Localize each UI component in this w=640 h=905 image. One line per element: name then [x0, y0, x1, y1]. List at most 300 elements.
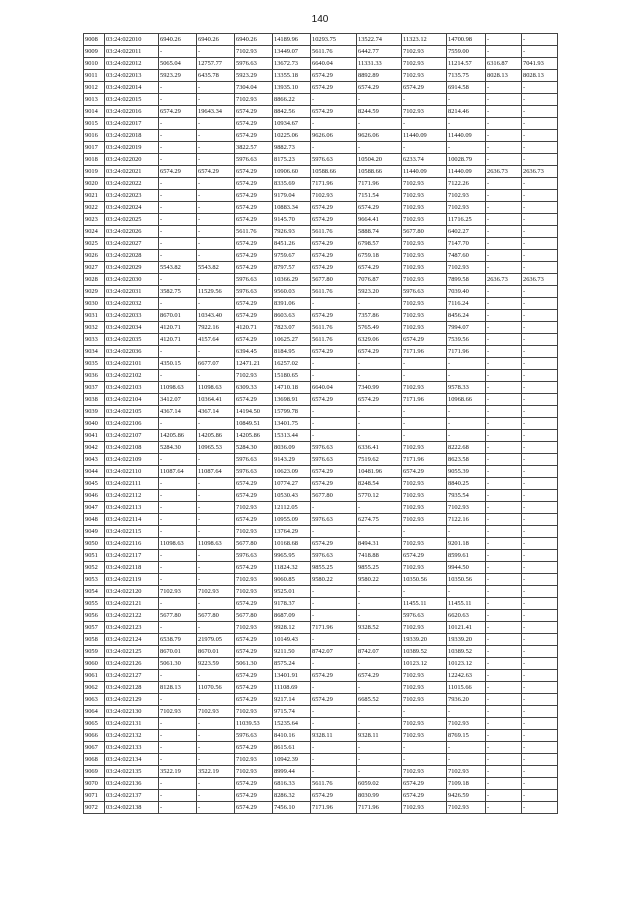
- table-row: [84, 178, 558, 190]
- row-number-cell: 9071: [84, 790, 105, 802]
- value-cell: 9143.29: [273, 454, 311, 466]
- value-cell: 6309.33: [235, 382, 273, 394]
- value-cell: 6574.29: [159, 166, 197, 178]
- value-cell: -: [159, 514, 197, 526]
- value-cell: -: [522, 394, 558, 406]
- value-cell: -: [197, 718, 235, 730]
- code-cell: 03:24:022018: [105, 130, 159, 142]
- value-cell: -: [522, 322, 558, 334]
- code-cell: 03:24:022111: [105, 478, 159, 490]
- value-cell: 7102.93: [402, 490, 447, 502]
- value-cell: 6574.29: [235, 238, 273, 250]
- table-row: [84, 154, 558, 166]
- value-cell: 6574.29: [235, 130, 273, 142]
- code-cell: 03:24:022137: [105, 790, 159, 802]
- row-number-cell: 9020: [84, 178, 105, 190]
- value-cell: 6574.29: [311, 790, 357, 802]
- value-cell: 11098.63: [197, 382, 235, 394]
- value-cell: 6574.29: [235, 490, 273, 502]
- value-cell: 7102.93: [197, 706, 235, 718]
- value-cell: 7102.93: [402, 322, 447, 334]
- value-cell: -: [357, 502, 402, 514]
- value-cell: 7994.07: [447, 322, 486, 334]
- value-cell: 10225.06: [273, 130, 311, 142]
- value-cell: -: [197, 418, 235, 430]
- value-cell: 5976.63: [235, 466, 273, 478]
- value-cell: -: [197, 742, 235, 754]
- code-cell: 03:24:022105: [105, 406, 159, 418]
- value-cell: 8670.01: [159, 646, 197, 658]
- value-cell: -: [197, 370, 235, 382]
- value-cell: 7171.96: [402, 454, 447, 466]
- value-cell: -: [357, 742, 402, 754]
- value-cell: -: [159, 370, 197, 382]
- value-cell: 9580.22: [357, 574, 402, 586]
- value-cell: -: [159, 346, 197, 358]
- value-cell: -: [357, 142, 402, 154]
- value-cell: -: [311, 142, 357, 154]
- value-cell: -: [486, 442, 522, 454]
- value-cell: 10968.66: [447, 394, 486, 406]
- table-row: [84, 130, 558, 142]
- value-cell: -: [522, 550, 558, 562]
- code-cell: 03:24:022130: [105, 706, 159, 718]
- value-cell: -: [522, 694, 558, 706]
- value-cell: 11440.09: [447, 130, 486, 142]
- value-cell: -: [486, 46, 522, 58]
- table-row: [84, 370, 558, 382]
- value-cell: -: [522, 46, 558, 58]
- value-cell: -: [522, 742, 558, 754]
- row-number-cell: 9070: [84, 778, 105, 790]
- value-cell: -: [522, 766, 558, 778]
- value-cell: -: [486, 94, 522, 106]
- value-cell: -: [486, 238, 522, 250]
- value-cell: 5976.63: [235, 730, 273, 742]
- code-cell: 03:24:022114: [105, 514, 159, 526]
- value-cell: 5611.76: [311, 286, 357, 298]
- value-cell: 4157.64: [197, 334, 235, 346]
- value-cell: 14205.86: [159, 430, 197, 442]
- value-cell: 7102.93: [402, 178, 447, 190]
- value-cell: -: [402, 418, 447, 430]
- value-cell: 8451.26: [273, 238, 311, 250]
- table-row: [84, 574, 558, 586]
- value-cell: 9944.50: [447, 562, 486, 574]
- table-row: [84, 46, 558, 58]
- value-cell: -: [522, 430, 558, 442]
- value-cell: -: [159, 130, 197, 142]
- value-cell: 7102.93: [447, 802, 486, 814]
- value-cell: -: [311, 370, 357, 382]
- value-cell: 15799.78: [273, 406, 311, 418]
- value-cell: 10350.56: [402, 574, 447, 586]
- value-cell: 7102.93: [447, 502, 486, 514]
- value-cell: -: [447, 586, 486, 598]
- value-cell: 12112.05: [273, 502, 311, 514]
- value-cell: -: [311, 742, 357, 754]
- value-cell: 10366.29: [273, 274, 311, 286]
- value-cell: 13449.07: [273, 46, 311, 58]
- value-cell: 6574.29: [357, 82, 402, 94]
- value-cell: 6574.29: [311, 466, 357, 478]
- value-cell: 7102.93: [402, 46, 447, 58]
- value-cell: 6574.29: [235, 298, 273, 310]
- value-cell: 11108.69: [273, 682, 311, 694]
- value-cell: 7102.93: [402, 766, 447, 778]
- value-cell: -: [486, 586, 522, 598]
- table-row: [84, 166, 558, 178]
- row-number-cell: 9027: [84, 262, 105, 274]
- value-cell: -: [311, 430, 357, 442]
- value-cell: -: [486, 142, 522, 154]
- value-cell: 21979.05: [197, 634, 235, 646]
- value-cell: 8670.01: [197, 646, 235, 658]
- value-cell: -: [159, 178, 197, 190]
- value-cell: -: [197, 754, 235, 766]
- value-cell: -: [522, 250, 558, 262]
- table-row: [84, 226, 558, 238]
- value-cell: 6574.29: [311, 202, 357, 214]
- table-row: [84, 346, 558, 358]
- code-cell: 03:24:022131: [105, 718, 159, 730]
- row-number-cell: 9024: [84, 226, 105, 238]
- value-cell: 8175.23: [273, 154, 311, 166]
- code-cell: 03:24:022010: [105, 34, 159, 46]
- value-cell: 5061.30: [235, 658, 273, 670]
- table-row: [84, 610, 558, 622]
- value-cell: -: [522, 190, 558, 202]
- value-cell: -: [357, 658, 402, 670]
- value-cell: 11098.63: [197, 538, 235, 550]
- value-cell: 14205.86: [235, 430, 273, 442]
- value-cell: 4120.71: [159, 334, 197, 346]
- value-cell: -: [402, 754, 447, 766]
- code-cell: 03:24:022030: [105, 274, 159, 286]
- value-cell: 6574.29: [311, 70, 357, 82]
- value-cell: -: [486, 406, 522, 418]
- value-cell: 7102.93: [402, 670, 447, 682]
- code-cell: 03:24:022127: [105, 670, 159, 682]
- value-cell: 3522.19: [197, 766, 235, 778]
- value-cell: -: [357, 706, 402, 718]
- value-cell: -: [486, 682, 522, 694]
- value-cell: 8391.06: [273, 298, 311, 310]
- value-cell: 9201.18: [447, 538, 486, 550]
- value-cell: -: [402, 118, 447, 130]
- value-cell: 7171.96: [402, 346, 447, 358]
- value-cell: 7135.75: [447, 70, 486, 82]
- value-cell: -: [357, 766, 402, 778]
- table-row: [84, 238, 558, 250]
- value-cell: -: [486, 190, 522, 202]
- value-cell: 11087.64: [197, 466, 235, 478]
- value-cell: 6640.04: [311, 382, 357, 394]
- code-cell: 03:24:022134: [105, 754, 159, 766]
- value-cell: -: [447, 526, 486, 538]
- value-cell: 11070.56: [197, 682, 235, 694]
- value-cell: 7102.93: [402, 298, 447, 310]
- value-cell: 7102.93: [402, 682, 447, 694]
- value-cell: -: [159, 94, 197, 106]
- value-cell: 5611.76: [235, 226, 273, 238]
- value-cell: 7102.93: [402, 310, 447, 322]
- code-cell: 03:24:022022: [105, 178, 159, 190]
- value-cell: -: [486, 358, 522, 370]
- value-cell: 10481.96: [357, 466, 402, 478]
- value-cell: -: [447, 118, 486, 130]
- value-cell: 19643.34: [197, 106, 235, 118]
- table-row: [84, 34, 558, 46]
- row-number-cell: 9041: [84, 430, 105, 442]
- value-cell: 8840.25: [447, 478, 486, 490]
- value-cell: -: [197, 670, 235, 682]
- value-cell: 5677.80: [159, 610, 197, 622]
- code-cell: 03:24:022027: [105, 238, 159, 250]
- value-cell: 6574.29: [235, 190, 273, 202]
- value-cell: 10149.43: [273, 634, 311, 646]
- value-cell: 6574.29: [311, 538, 357, 550]
- value-cell: 5976.63: [311, 550, 357, 562]
- value-cell: -: [159, 82, 197, 94]
- value-cell: -: [197, 190, 235, 202]
- code-cell: 03:24:022034: [105, 322, 159, 334]
- value-cell: -: [522, 94, 558, 106]
- value-cell: 5976.63: [402, 286, 447, 298]
- value-cell: 5888.74: [357, 226, 402, 238]
- value-cell: -: [486, 538, 522, 550]
- value-cell: 6574.29: [235, 742, 273, 754]
- value-cell: 7171.96: [311, 802, 357, 814]
- table-row: [84, 622, 558, 634]
- value-cell: 5976.63: [235, 454, 273, 466]
- value-cell: -: [357, 634, 402, 646]
- value-cell: -: [311, 502, 357, 514]
- value-cell: 5611.76: [311, 322, 357, 334]
- value-cell: 7102.93: [402, 214, 447, 226]
- code-cell: 03:24:022025: [105, 214, 159, 226]
- value-cell: 6574.29: [235, 778, 273, 790]
- row-number-cell: 9015: [84, 118, 105, 130]
- code-cell: 03:24:022115: [105, 526, 159, 538]
- value-cell: -: [522, 706, 558, 718]
- value-cell: -: [159, 226, 197, 238]
- value-cell: 6620.63: [447, 610, 486, 622]
- value-cell: 8244.59: [357, 106, 402, 118]
- value-cell: -: [486, 730, 522, 742]
- value-cell: -: [486, 754, 522, 766]
- value-cell: -: [159, 562, 197, 574]
- value-cell: 14189.96: [273, 34, 311, 46]
- value-cell: 8335.69: [273, 178, 311, 190]
- value-cell: 9328.52: [357, 622, 402, 634]
- value-cell: 10965.53: [197, 442, 235, 454]
- value-cell: -: [357, 754, 402, 766]
- row-number-cell: 9032: [84, 322, 105, 334]
- value-cell: 5923.20: [357, 286, 402, 298]
- value-cell: -: [486, 346, 522, 358]
- value-cell: 10530.43: [273, 490, 311, 502]
- value-cell: 6798.57: [357, 238, 402, 250]
- value-cell: 7109.18: [447, 778, 486, 790]
- value-cell: -: [522, 154, 558, 166]
- value-cell: -: [197, 178, 235, 190]
- value-cell: -: [197, 346, 235, 358]
- value-cell: 7102.93: [402, 442, 447, 454]
- value-cell: 7559.00: [447, 46, 486, 58]
- table-row: [84, 670, 558, 682]
- value-cell: 6574.29: [357, 670, 402, 682]
- value-cell: 10168.68: [273, 538, 311, 550]
- value-cell: -: [402, 406, 447, 418]
- code-cell: 03:24:022021: [105, 166, 159, 178]
- value-cell: 6336.41: [357, 442, 402, 454]
- table-row: [84, 562, 558, 574]
- value-cell: -: [311, 526, 357, 538]
- value-cell: -: [311, 682, 357, 694]
- value-cell: -: [486, 514, 522, 526]
- value-cell: -: [197, 130, 235, 142]
- value-cell: 6233.74: [402, 154, 447, 166]
- value-cell: 6574.29: [235, 310, 273, 322]
- value-cell: -: [522, 382, 558, 394]
- value-cell: 6574.29: [235, 514, 273, 526]
- value-cell: -: [486, 370, 522, 382]
- table-row: [84, 682, 558, 694]
- value-cell: 7102.93: [402, 58, 447, 70]
- value-cell: 9055.39: [447, 466, 486, 478]
- row-number-cell: 9040: [84, 418, 105, 430]
- row-number-cell: 9048: [84, 514, 105, 526]
- value-cell: -: [522, 718, 558, 730]
- value-cell: 8892.89: [357, 70, 402, 82]
- value-cell: 12471.21: [235, 358, 273, 370]
- value-cell: 8575.24: [273, 658, 311, 670]
- value-cell: 6574.29: [235, 646, 273, 658]
- value-cell: 8999.44: [273, 766, 311, 778]
- value-cell: 6574.29: [235, 598, 273, 610]
- value-cell: 6435.78: [197, 70, 235, 82]
- value-cell: 7102.93: [402, 802, 447, 814]
- value-cell: 9578.33: [447, 382, 486, 394]
- value-cell: 6574.29: [357, 346, 402, 358]
- row-number-cell: 9067: [84, 742, 105, 754]
- value-cell: 3522.19: [159, 766, 197, 778]
- value-cell: 9626.06: [311, 130, 357, 142]
- value-cell: 11440.09: [402, 130, 447, 142]
- value-cell: -: [197, 622, 235, 634]
- value-cell: -: [159, 742, 197, 754]
- value-cell: -: [159, 730, 197, 742]
- value-cell: -: [522, 310, 558, 322]
- value-cell: -: [486, 106, 522, 118]
- value-cell: 10504.20: [357, 154, 402, 166]
- row-number-cell: 9068: [84, 754, 105, 766]
- row-number-cell: 9016: [84, 130, 105, 142]
- value-cell: -: [197, 514, 235, 526]
- code-cell: 03:24:022026: [105, 226, 159, 238]
- value-cell: 7418.88: [357, 550, 402, 562]
- value-cell: -: [197, 226, 235, 238]
- table-row: [84, 142, 558, 154]
- value-cell: -: [311, 610, 357, 622]
- value-cell: 2636.73: [522, 274, 558, 286]
- value-cell: 7171.96: [402, 394, 447, 406]
- value-cell: -: [522, 454, 558, 466]
- value-cell: 8670.01: [159, 310, 197, 322]
- value-cell: -: [522, 754, 558, 766]
- value-cell: 7102.93: [235, 502, 273, 514]
- value-cell: 8214.46: [447, 106, 486, 118]
- value-cell: 7102.93: [402, 538, 447, 550]
- value-cell: 7357.86: [357, 310, 402, 322]
- value-cell: -: [159, 202, 197, 214]
- value-cell: -: [159, 298, 197, 310]
- value-cell: -: [486, 622, 522, 634]
- value-cell: -: [159, 694, 197, 706]
- value-cell: 7102.93: [235, 586, 273, 598]
- row-number-cell: 9051: [84, 550, 105, 562]
- value-cell: -: [486, 202, 522, 214]
- table-row: [84, 118, 558, 130]
- value-cell: -: [402, 142, 447, 154]
- value-cell: 7102.93: [235, 370, 273, 382]
- value-cell: 9928.12: [273, 622, 311, 634]
- value-cell: 7926.93: [273, 226, 311, 238]
- value-cell: 5976.63: [311, 454, 357, 466]
- value-cell: -: [197, 562, 235, 574]
- value-cell: 6574.29: [311, 346, 357, 358]
- value-cell: 6574.29: [235, 802, 273, 814]
- value-cell: 7171.96: [357, 178, 402, 190]
- value-cell: -: [159, 802, 197, 814]
- value-cell: -: [159, 46, 197, 58]
- value-cell: 2636.73: [522, 166, 558, 178]
- value-cell: 5976.63: [235, 550, 273, 562]
- code-cell: 03:24:022102: [105, 370, 159, 382]
- row-number-cell: 9060: [84, 658, 105, 670]
- value-cell: -: [159, 478, 197, 490]
- value-cell: 9715.74: [273, 706, 311, 718]
- code-cell: 03:24:022119: [105, 574, 159, 586]
- table-row: [84, 478, 558, 490]
- row-number-cell: 9054: [84, 586, 105, 598]
- value-cell: -: [522, 574, 558, 586]
- row-number-cell: 9030: [84, 298, 105, 310]
- value-cell: -: [486, 130, 522, 142]
- value-cell: 6574.29: [235, 394, 273, 406]
- value-cell: 14205.86: [197, 430, 235, 442]
- value-cell: -: [402, 586, 447, 598]
- value-cell: 7456.10: [273, 802, 311, 814]
- code-cell: 03:24:022031: [105, 286, 159, 298]
- value-cell: -: [197, 82, 235, 94]
- value-cell: 9328.11: [311, 730, 357, 742]
- value-cell: 4367.14: [197, 406, 235, 418]
- value-cell: -: [311, 586, 357, 598]
- value-cell: 11039.53: [235, 718, 273, 730]
- code-cell: 03:24:022015: [105, 94, 159, 106]
- value-cell: 7102.93: [159, 586, 197, 598]
- value-cell: -: [486, 694, 522, 706]
- value-cell: 11455.11: [447, 598, 486, 610]
- value-cell: 10389.52: [447, 646, 486, 658]
- value-cell: 7102.93: [402, 502, 447, 514]
- value-cell: -: [311, 418, 357, 430]
- row-number-cell: 9019: [84, 166, 105, 178]
- value-cell: 6316.87: [486, 58, 522, 70]
- value-cell: -: [311, 598, 357, 610]
